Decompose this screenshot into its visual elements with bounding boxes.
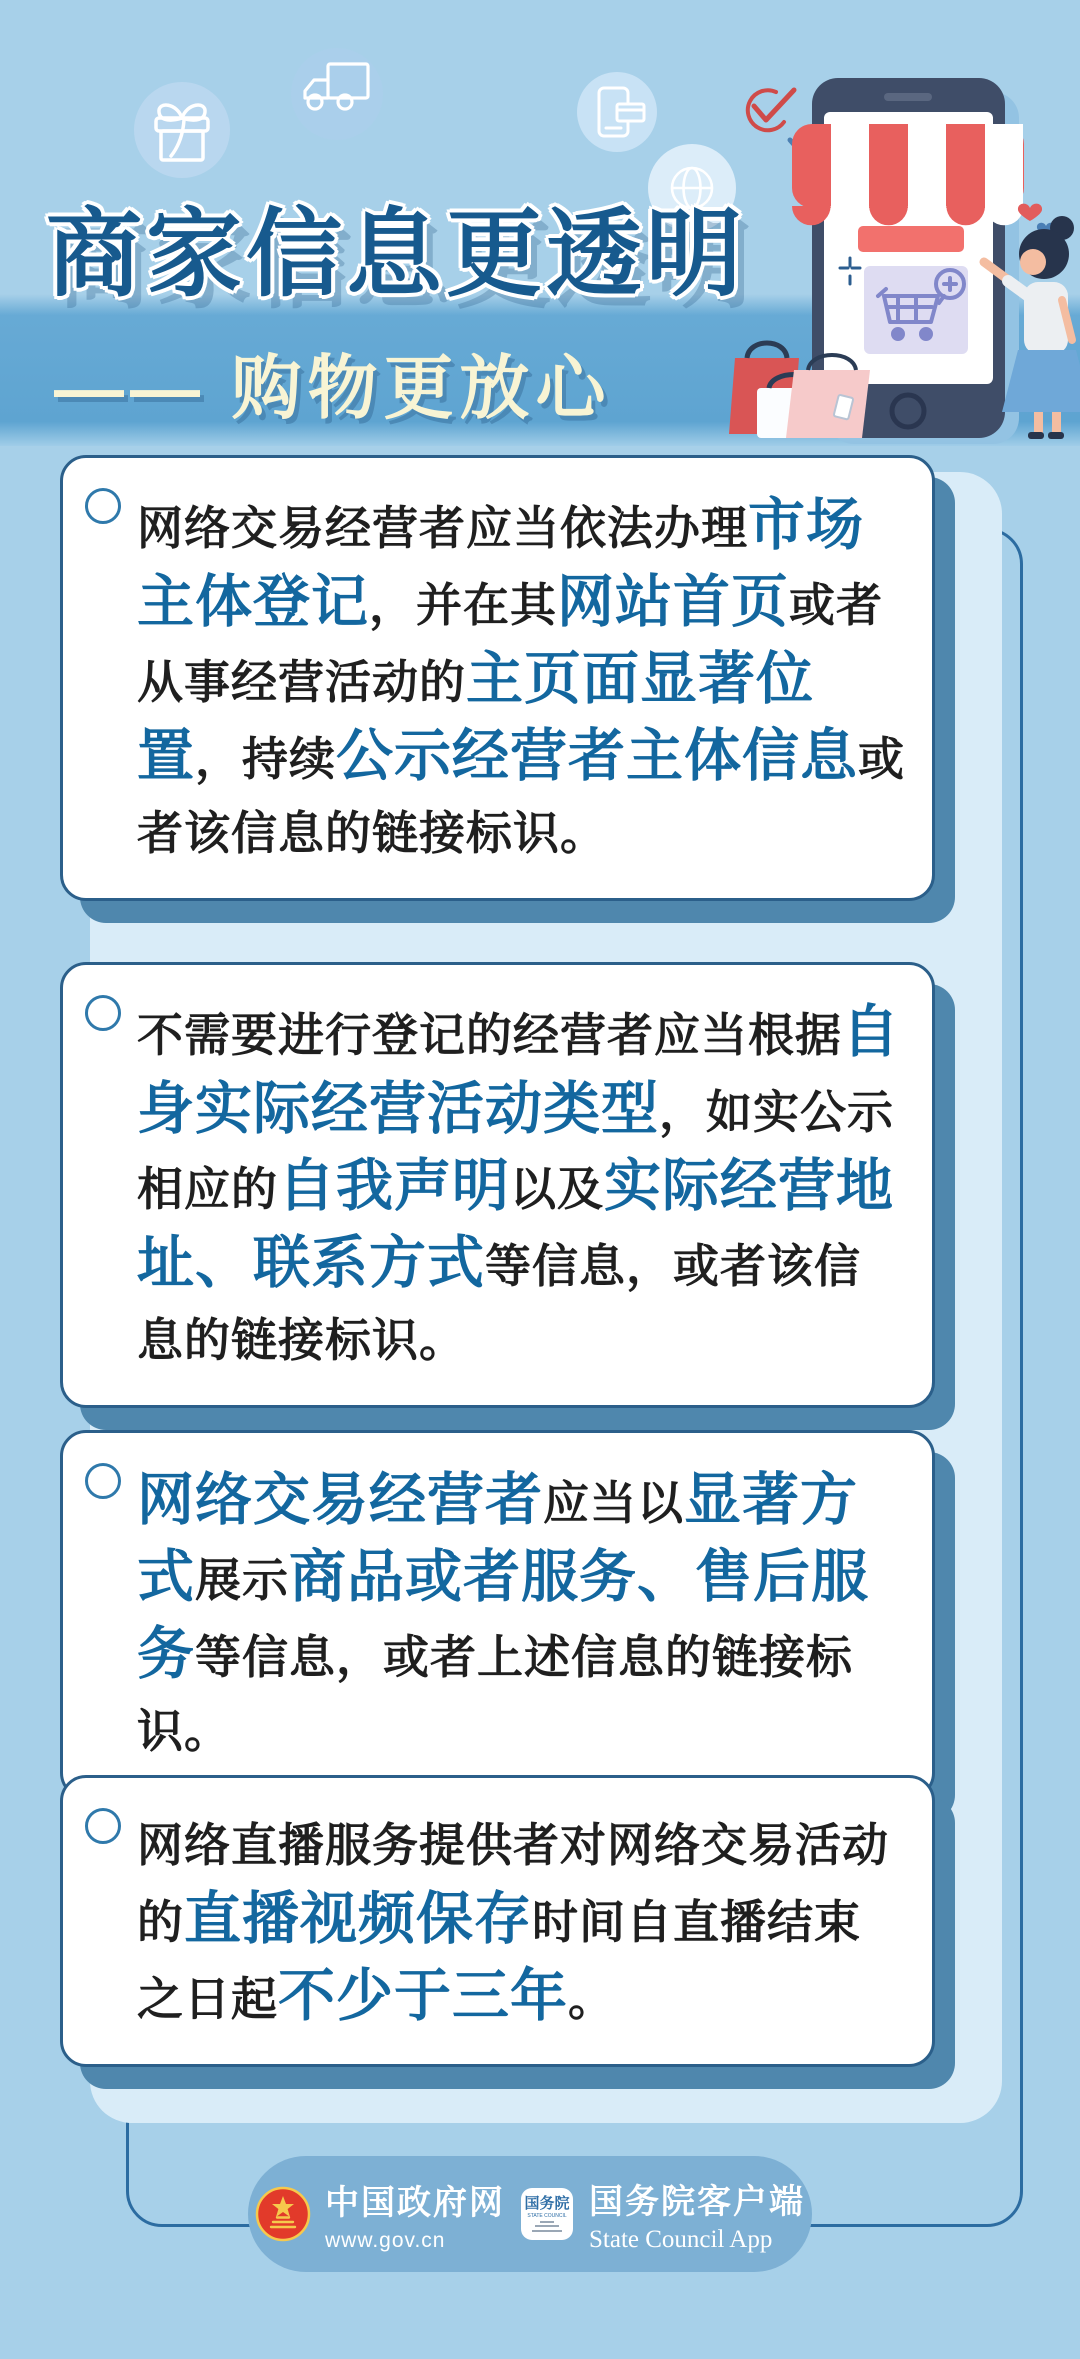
ring-bullet-icon xyxy=(85,488,121,524)
card-text-emphasis: 自我声明 xyxy=(278,1154,510,1218)
card-text-plain: 。 xyxy=(568,1973,615,2025)
info-card-3 xyxy=(60,1430,935,1799)
page-subtitle: —— 购物更放心 xyxy=(54,349,612,427)
gift-icon xyxy=(134,82,230,178)
state-council-app-icon xyxy=(519,2186,575,2242)
card-text-emphasis: 实际经营地址、联系方式 xyxy=(137,1154,894,1295)
gov-site-name: 中国政府网 xyxy=(325,2184,505,2222)
card-text-emphasis: 公示经营者主体信息 xyxy=(336,724,858,788)
card-text-plain: ，如实公示相应的 xyxy=(137,1086,894,1215)
card-text-emphasis: 主页面显著位置 xyxy=(137,647,814,788)
ring-bullet-icon xyxy=(85,1463,121,1499)
card-text-emphasis: 网络交易经营者 xyxy=(137,1468,543,1532)
card-text-plain: 时间自直播结束之日起 xyxy=(137,1896,861,2025)
card-text xyxy=(137,488,906,870)
card-text-plain: 展示 xyxy=(195,1554,289,1606)
phone-card-icon xyxy=(577,72,657,152)
info-card-4 xyxy=(60,1775,935,2067)
card-text xyxy=(137,1808,906,2036)
info-card-2 xyxy=(60,962,935,1408)
svg-text:STATE COUNCIL: STATE COUNCIL xyxy=(527,2213,567,2219)
app-block xyxy=(589,2174,805,2254)
card-text-plain: 或者该信息的链接标识。 xyxy=(137,733,905,859)
card-text-plain: 以及 xyxy=(510,1163,604,1215)
card-text-plain: 应当以 xyxy=(543,1477,684,1529)
footer-brand-pill xyxy=(248,2156,812,2272)
gov-site-block xyxy=(325,2175,505,2253)
card-text xyxy=(137,995,906,1377)
gov-site-url: www.gov.cn xyxy=(325,2229,446,2252)
card-text-emphasis: 不少于三年 xyxy=(278,1964,568,2028)
card-text-plain: 或者从事经营活动的 xyxy=(137,579,883,708)
ring-bullet-icon xyxy=(85,1808,121,1844)
card-text-plain: 等信息，或者该信息的链接标识。 xyxy=(137,1240,861,1366)
card-text-emphasis: 直播视频保存 xyxy=(184,1887,532,1951)
shopping-bags-illustration xyxy=(729,343,870,438)
page-title: 商家信息更透明 xyxy=(46,201,746,308)
truck-icon xyxy=(291,48,383,140)
card-text-emphasis: 自身实际经营活动类型 xyxy=(137,1000,900,1141)
card-text-emphasis: 商品或者服务、售后服务 xyxy=(137,1545,869,1686)
banner-icon xyxy=(858,226,964,252)
card-text-plain: ，持续 xyxy=(195,733,336,785)
app-subtitle: State Council App xyxy=(589,2226,773,2253)
card-text-plain: 网络交易经营者应当依法办理 xyxy=(137,502,748,554)
card-text-emphasis: 显著方式 xyxy=(137,1468,858,1609)
card-text-plain: 不需要进行登记的经营者应当根据 xyxy=(137,1009,842,1061)
card-text-plain: 等信息，或者上述信息的链接标识。 xyxy=(137,1631,853,1757)
card-text-emphasis: 市场主体登记 xyxy=(137,493,864,634)
svg-text:国务院: 国务院 xyxy=(524,2195,570,2212)
card-text-plain: ，并在其 xyxy=(369,579,557,631)
info-card-1 xyxy=(60,455,935,901)
app-name: 国务院客户端 xyxy=(589,2183,805,2221)
ring-bullet-icon xyxy=(85,995,121,1031)
card-text-plain: 网络直播服务提供者对网络交易活动的 xyxy=(137,1819,889,1948)
card-text xyxy=(137,1463,906,1768)
national-emblem-icon xyxy=(255,2186,311,2242)
card-text-emphasis: 网站首页 xyxy=(557,570,789,634)
